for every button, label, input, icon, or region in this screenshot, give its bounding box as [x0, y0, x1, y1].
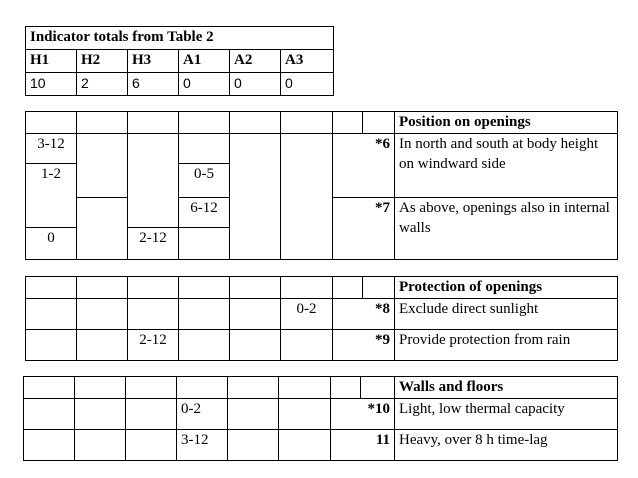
value-h3: 6 [128, 73, 179, 96]
item-text: Light, low thermal capacity [395, 399, 618, 430]
value-h2: 2 [77, 73, 128, 96]
value-a2: 0 [230, 73, 281, 96]
value-a3: 0 [281, 73, 334, 96]
header-h2: H2 [77, 50, 128, 73]
range-cell: 2-12 [128, 228, 179, 260]
range-cell: 3-12 [26, 134, 77, 164]
item-code: *6 [333, 134, 395, 198]
range-cell: 0-2 [177, 399, 228, 430]
protection-openings-table [25, 276, 618, 361]
item-code: *8 [333, 299, 395, 330]
indicator-totals-table [25, 26, 334, 96]
item-code: *9 [333, 330, 395, 361]
header-a3: A3 [281, 50, 334, 73]
position-openings-table [25, 111, 618, 260]
indicator-totals-title: Indicator totals from Table 2 [26, 27, 334, 50]
item-code: *10 [331, 399, 395, 430]
header-h1: H1 [26, 50, 77, 73]
range-cell: 0-5 [179, 164, 230, 198]
range-cell: 2-12 [128, 330, 179, 361]
item-code: 11 [331, 430, 395, 461]
walls-floors-heading: Walls and floors [395, 377, 618, 399]
header-a2: A2 [230, 50, 281, 73]
position-openings-heading: Position on openings [395, 112, 618, 134]
header-a1: A1 [179, 50, 230, 73]
range-cell: 0 [26, 228, 77, 260]
protection-openings-heading: Protection of openings [395, 277, 618, 299]
walls-floors-table [23, 376, 618, 461]
header-h3: H3 [128, 50, 179, 73]
range-cell: 6-12 [179, 198, 230, 228]
range-cell: 1-2 [26, 164, 77, 228]
value-a1: 0 [179, 73, 230, 96]
range-cell: 0-2 [281, 299, 333, 330]
item-text: Provide protection from rain [395, 330, 618, 361]
item-text: Heavy, over 8 h time-lag [395, 430, 618, 461]
item-text: In north and south at body height on windward side [395, 134, 618, 198]
item-code: *7 [333, 198, 395, 260]
range-cell: 3-12 [177, 430, 228, 461]
item-text: Exclude direct sunlight [395, 299, 618, 330]
item-text: As above, openings also in internal walls [395, 198, 618, 260]
value-h1: 10 [26, 73, 77, 96]
